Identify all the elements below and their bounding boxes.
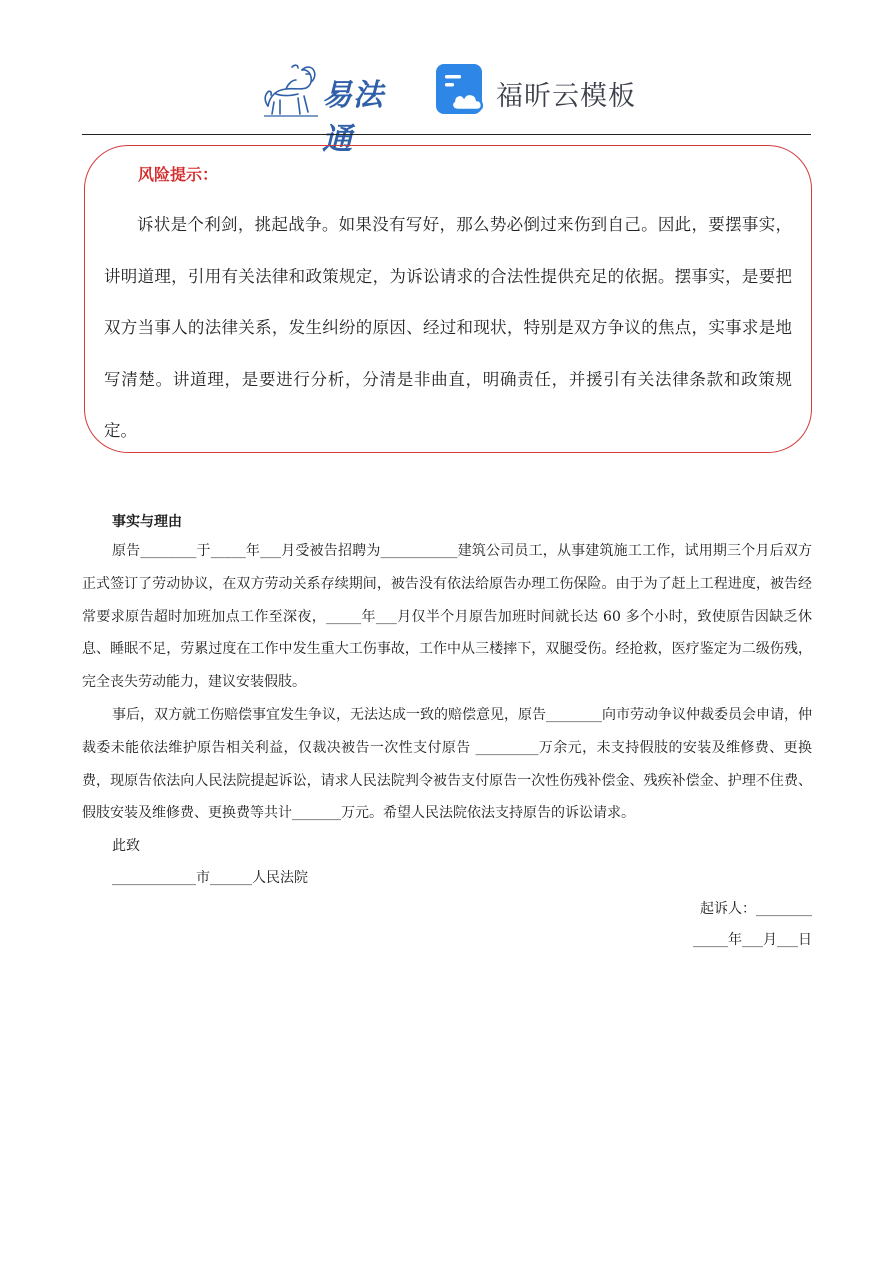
signature-date: _____年___月___日 xyxy=(693,932,812,949)
plaintiff-signature: 起诉人：________ xyxy=(700,901,812,918)
page-header xyxy=(0,0,893,157)
complaint-document xyxy=(82,509,812,956)
court-addressee: ____________市______人民法院 xyxy=(112,870,308,887)
risk-notice-body: 诉状是个利剑，挑起战争。如果没有写好，那么势必倒过来伤到自己。因此，要摆事实，讲明道理，引用有关法律和政策规定，为诉讼请求的合法性提供充足的依据。摆事实，是要把双方当事人的法律关系，发生纠纷的原因、经过和现状，特别是双方争议的焦点，实事求是地写清楚。讲道理，是要进行分析，分清是非曲直，明确责任，并援引有关法律条款和政策规定。 xyxy=(104,215,792,440)
qilin-logo-icon xyxy=(262,62,320,118)
yifatong-logo-text: 易法通 xyxy=(322,78,384,157)
risk-notice-title: 风险提示： xyxy=(138,165,219,184)
header-divider xyxy=(82,134,811,135)
facts-paragraph-1: 原告________于_____年___月受被告招聘为___________建筑公司员工，从事建筑施工工作，试用期三个月后双方正式签订了劳动协议，在双方劳动关系存续期间，被告没有依法给原告办理工伤保险。由于为了赶上工程进度，被告经常要求原告超时加班加点工作至深夜，_____年___月仅半个月原告加班时间就长达 60 多个小时，致使原告因缺乏休息、睡眠不足，劳累过度在工作中发生重大工伤事故，工作中从三楼摔下，双腿受伤。经抢救，医疗鉴定为二级伤残，完全丧失劳动能力，建议安装假肢。 xyxy=(82,543,812,691)
cloud-document-icon xyxy=(436,64,488,116)
yifatong-logo xyxy=(262,62,412,157)
closing-salutation: 此致 xyxy=(112,838,140,855)
facts-paragraph-2: 事后，双方就工伤赔偿事宜发生争议，无法达成一致的赔偿意见，原告________向市劳动争议仲裁委员会申请，仲裁委未能依法维护原告相关利益，仅裁决被告一次性支付原告 _________万余元，未支持假肢的安装及维修费、更换费，现原告依法向人民法院提起诉讼，请求人民法院判令被告支付原告一次性伤残补偿金、残疾补偿金、护理不住费、假肢安装及维修费、更换费等共计_______万元。希望人民法院依法支持原告的诉讼请求。 xyxy=(82,706,812,822)
fuxin-logo-text: 福昕云模板 xyxy=(496,81,636,112)
facts-reasons-heading: 事实与理由 xyxy=(112,514,182,530)
fuxin-logo xyxy=(436,64,656,120)
